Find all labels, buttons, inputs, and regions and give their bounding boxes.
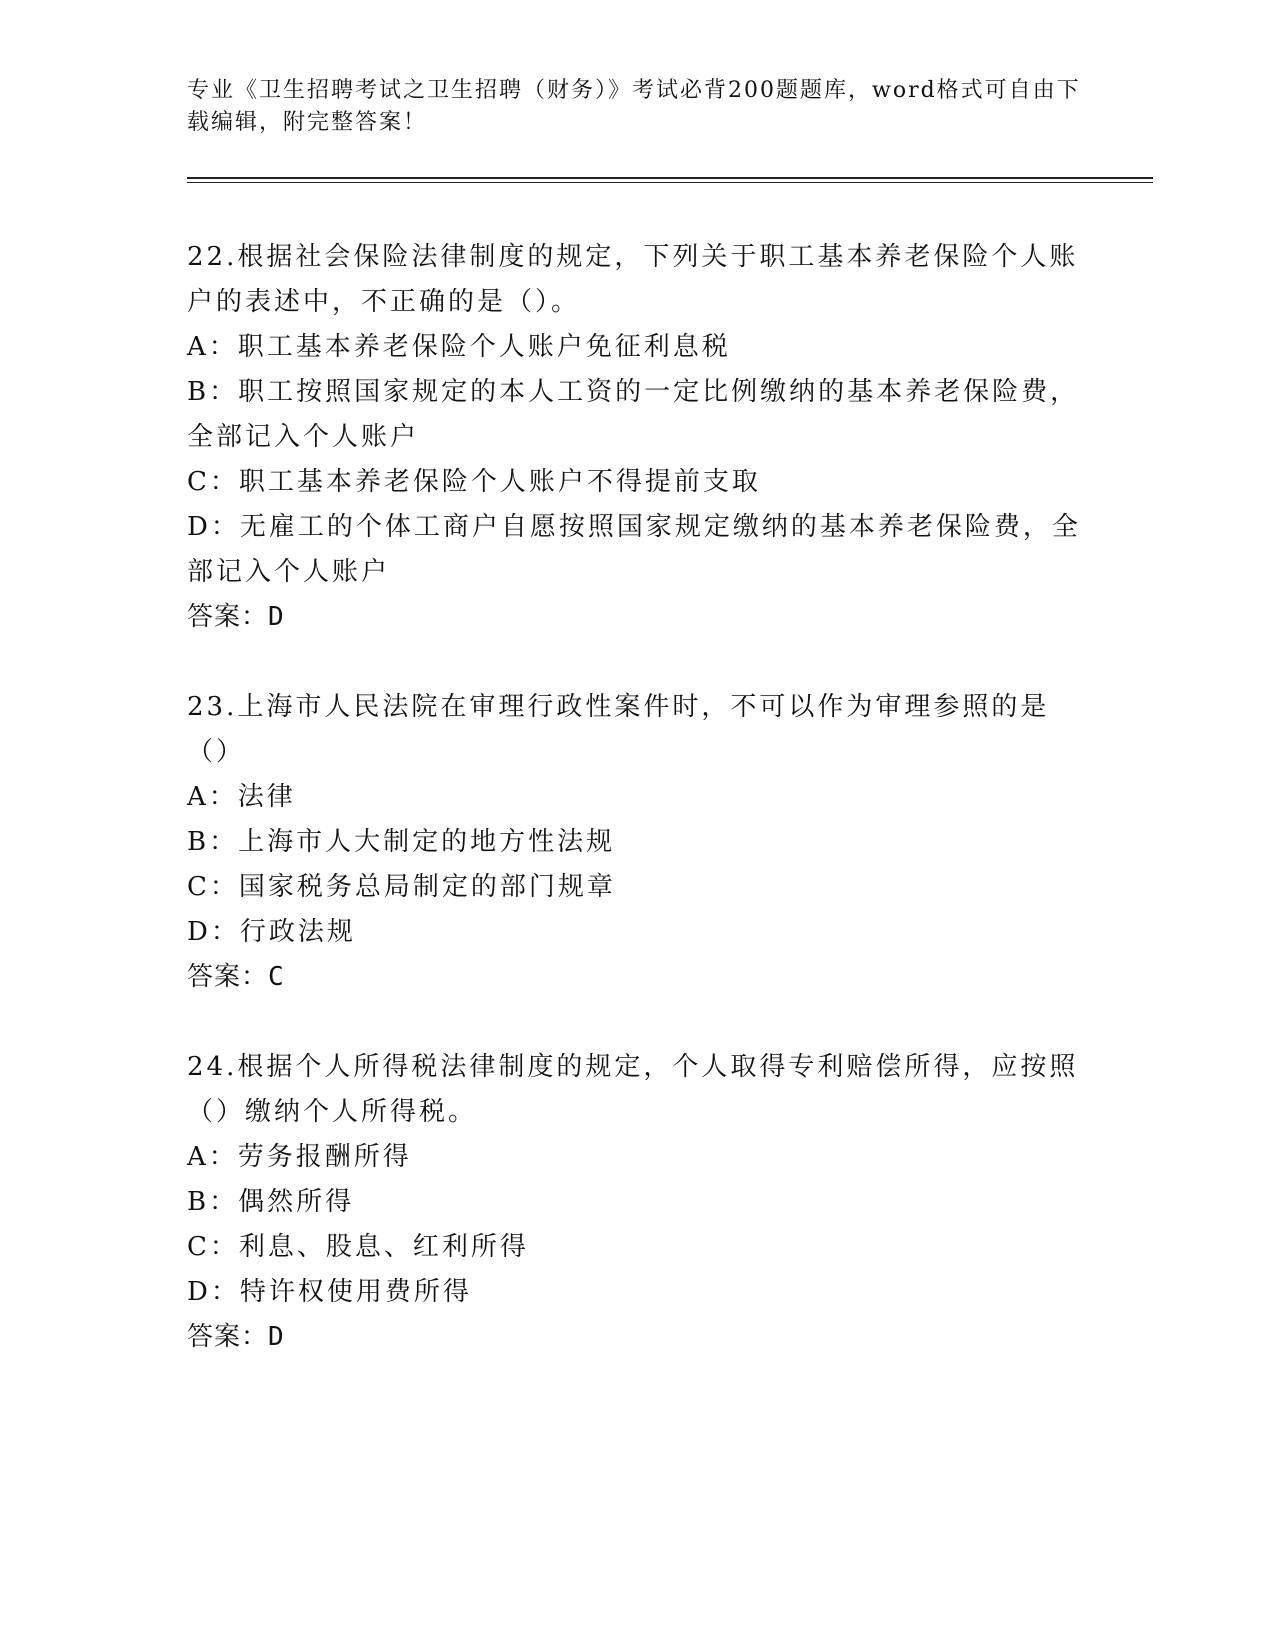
document-header: 专业《卫生招聘考试之卫生招聘（财务）》考试必背200题题库，word格式可自由下载编辑，附完整答案！ [187,78,1081,135]
option-c: C：职工基本养老保险个人账户不得提前支取 [187,467,761,497]
question-stem: 24.根据个人所得税法律制度的规定，个人取得专利赔偿所得，应按照（）缴纳个人所得税。 [187,1052,1079,1127]
question-stem: 23.上海市人民法院在审理行政性案件时，不可以作为审理参照的是（） [187,692,1050,767]
option-d: D：无雇工的个体工商户自愿按照国家规定缴纳的基本养老保险费，全部记入个人账户 [187,512,1081,587]
question-24 [187,1045,1087,1360]
answer-value: D [268,602,285,632]
question-list [187,235,1087,1405]
header-divider-thick [187,177,1153,179]
option-d: D：特许权使用费所得 [187,1277,472,1307]
option-a: A：法律 [187,782,296,812]
option-d: D：行政法规 [187,917,356,947]
question-stem: 22.根据社会保险法律制度的规定，下列关于职工基本养老保险个人账户的表述中，不正确的是（）。 [187,242,1079,317]
option-b: B：上海市人大制定的地方性法规 [187,827,616,857]
answer-line [187,595,1087,640]
question-22 [187,235,1087,640]
answer-label: 答案： [187,602,269,632]
answer-line [187,955,1087,1000]
answer-value: D [268,1322,285,1352]
answer-line [187,1315,1087,1360]
answer-label: 答案： [187,962,269,992]
option-a: A：职工基本养老保险个人账户免征利息税 [187,332,731,362]
answer-label: 答案： [187,1322,269,1352]
option-b: B：偶然所得 [187,1187,355,1217]
header-divider-thin [187,182,1153,183]
answer-value: C [268,962,285,992]
option-c: C：国家税务总局制定的部门规章 [187,872,616,902]
option-a: A：劳务报酬所得 [187,1142,412,1172]
option-b: B：职工按照国家规定的本人工资的一定比例缴纳的基本养老保险费，全部记入个人账户 [187,377,1080,452]
question-23 [187,685,1087,1000]
option-c: C：利息、股息、红利所得 [187,1232,529,1262]
